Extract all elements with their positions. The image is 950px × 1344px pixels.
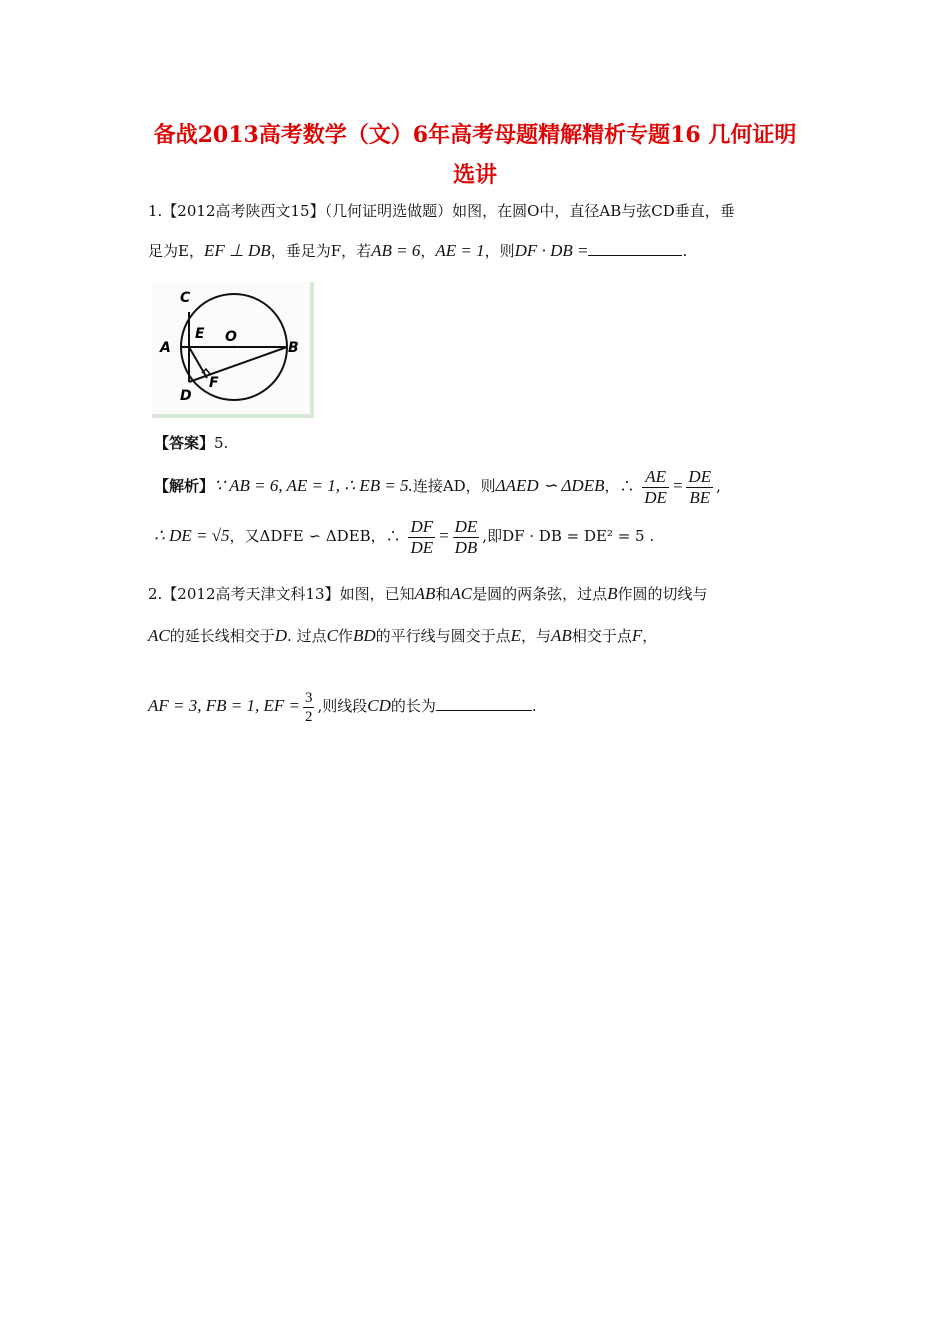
label-f: F [209, 375, 219, 391]
q1-analysis-line2: ∴ DE = √5，又ΔDFE ∽ ΔDEB，∴ $\frac{DF}{DE}$ = $\frac{DE}{DB}$ ,即DF · DB = DE² = 5 . [154, 516, 655, 557]
q1-stem-line1: 1.【2012高考陕西文15】（几何证明选做题）如图，在圆O中，直径AB与弦CD垂直，垂 [148, 202, 735, 220]
label-c: C [180, 290, 191, 306]
q1-analysis-line1: 【解析】∵ AB = 6, AE = 1, ∴ EB = 5.连接AD，则ΔAED ∽ ΔDEB，∴ $\frac{AE}{DE}$ = $\frac{DE}{BE}$ , [154, 466, 721, 507]
circle-diagram [152, 282, 310, 414]
label-o: O [225, 329, 237, 345]
label-e: E [195, 326, 205, 342]
label-b: B [288, 340, 299, 356]
fraction-de-db: $\frac{DE}{DB}$ [454, 516, 478, 557]
answer-blank [436, 696, 532, 711]
label-a: A [160, 340, 171, 356]
q2-stem-line1: 2.【2012高考天津文科13】如图，已知AB和AC是圆的两条弦，过点B作圆的切线与 [148, 584, 708, 603]
fraction-ae-de: $\frac{AE}{DE}$ [644, 466, 667, 507]
page-title: 备战2013高考数学（文）6年高考母题精解精析专题16 几何证明 [153, 122, 797, 148]
fraction-df-de: $\frac{DF}{DE}$ [410, 516, 434, 557]
fraction-de-be: $\frac{DE}{BE}$ [688, 466, 712, 507]
fraction-three-halves: $\frac{3}{2}$ [304, 689, 313, 725]
q1-stem-line2: 足为E，EF ⊥ DB，垂足为F，若AB = 6，AE = 1，则DF · DB = . [148, 241, 688, 260]
answer-blank [588, 241, 682, 256]
page-title-continued: 选讲 [452, 162, 497, 188]
q1-figure [152, 282, 314, 418]
q1-answer: 【答案】5. [154, 434, 229, 452]
label-d: D [180, 388, 192, 404]
q2-stem-line2: AC的延长线相交于D. 过点C作BD的平行线与圆交于点E，与AB相交于点F， [148, 626, 658, 645]
q2-stem-line3: AF = 3, FB = 1, EF = $\frac{3}{2}$ ,则线段CD的长为 . [148, 689, 537, 725]
